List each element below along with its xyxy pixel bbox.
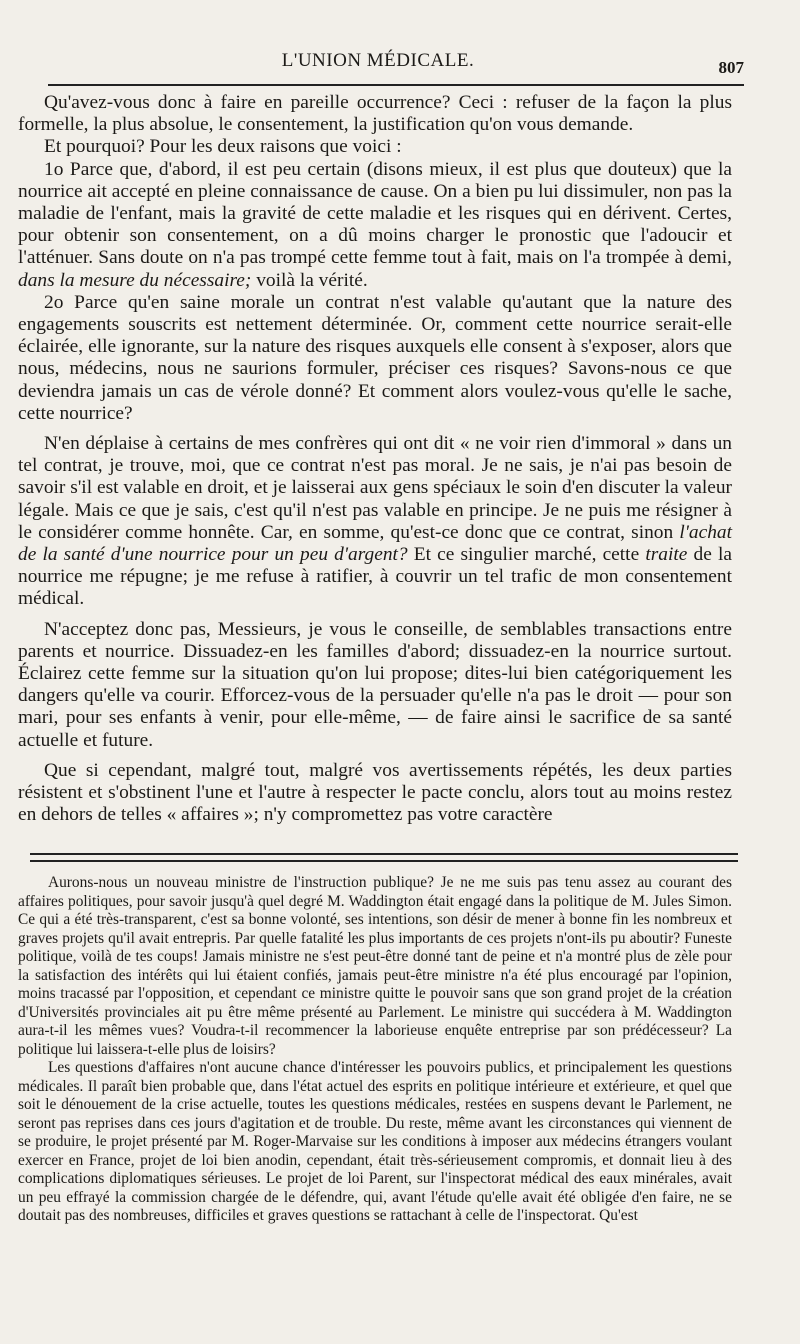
paragraph-text: 1o Parce que, d'abord, il est peu certain (disons mieux, il est plus que douteux) que la nourrice ait accepté en pleine connaissance de cause. On a bien pu lui dissimuler, non pas la maladie de l'enfant, mais la gravité de cette maladie et les risques qui en dérivent. Certes, pour obtenir son consentement, on a dû moins charger le pronostic que l'adoucir et l'atténuer. Sans doute on n'a pas trompé cette femme tout à fait, mais on l'a trompée à demi, — [18, 158, 732, 269]
paragraph-text: N'en déplaise à certains de mes confrères qui ont dit « ne voir rien d'immoral » dans un tel contrat, je trouve, moi, que ce contrat n'est pas moral. Je ne sais, je n'ai pas besoin de savoir s'il est valable en droit, et je laisserai aux gens spéciaux le soin d'en discuter la valeur légale. Mais ce que je sais, c'est qu'il n'est pas valable en principe. Je ne puis me résigner à le considérer comme honnête. Car, en somme, qu'est-ce donc que ce contrat, sinon — [18, 433, 732, 543]
article-paragraph: 2o Parce qu'en saine morale un contrat n'est valable qu'autant que la nature des engagements souscrits est nettement déterminée. Or, comment cette nourrice serait-elle éclairée, elle ignorante, sur la nature des risques auxquels elle consent à s'exposer, alors que nous, médecins, nous ne saurions formuler, préciser ces risques? Savons-nous ce que deviendra jamais un cas de vérole donné? Et comment alors voulez-vous qu'elle le sache, cette nourrice? — [18, 291, 732, 424]
paragraph-text: voilà la vérité. — [256, 269, 368, 291]
article-paragraph: Qu'avez-vous donc à faire en pareille occurrence? Ceci : refuser de la façon la plus formelle, la plus absolue, le consentement, la justification qu'on vous demande. — [18, 92, 732, 136]
italic-phrase: l'achat de la santé d'une nourrice pour un peu d'argent? — [18, 521, 732, 566]
article-paragraph: N'acceptez donc pas, Messieurs, je vous le conseille, de semblables transactions entre parents et nourrice. Dissuadez-en les familles d'abord; dissuadez-en la nourrice surtout. Éclairez cette femme sur la situation qu'on lui propose; dites-lui bien catégoriquement les dangers qu'elle va courir. Efforcez-vous de la persuader qu'elle n'a pas le droit — pour son mari, pour ses enfants à venir, pour elle-même, — de faire ainsi le sacrifice de sa santé actuelle et future. — [18, 618, 732, 751]
article-paragraph — [18, 159, 732, 292]
feuilleton-separator — [30, 853, 738, 862]
paragraph-text: Et ce singulier marché, cette — [413, 544, 640, 566]
feuilleton-column — [18, 874, 732, 1226]
feuilleton-paragraph: Les questions d'affaires n'ont aucune chance d'intéresser les pouvoirs publics, et principalement les questions médicales. Il paraît bien probable que, dans l'état actuel des esprits en politique intérieure et extérieure, et quel que soit le dénouement de la crise actuelle, toutes les questions médicales, restées en suspens devant le Parlement, ne seront pas reprises dans ces jours d'agitation et de trouble. Du reste, même avant les circonstances qui viennent de se produire, le projet présenté par M. Roger-Marvaise sur les conditions à imposer aux médecins étrangers voulant exercer en France, projet de loi bien anodin, cependant, était très-sérieusement compromis, et donnait lieu à des complications diplomatiques sérieuses. Le projet de loi Parent, sur l'inspectorat médical des eaux minérales, avait un peu effrayé la commission chargée de le défendre, qui, avant l'étude qu'elle avait été obligée d'en faire, ne se doutait pas des nombreuses, difficiles et graves questions se rattachant à celle de l'inspectorat. Qu'est — [18, 1059, 732, 1224]
paragraph-text: de la nourrice me répugne; je me refuse à ratifier, à couvrir un tel trafic de mon consentement médical. — [18, 544, 732, 610]
italic-phrase: traite — [645, 544, 688, 566]
page-header — [18, 0, 744, 77]
header-rule — [48, 84, 744, 86]
italic-phrase: dans la mesure du nécessaire; — [18, 269, 252, 291]
article-paragraph: Et pourquoi? Pour les deux raisons que voici : — [44, 136, 402, 158]
article-paragraph: Que si cependant, malgré tout, malgré vos avertissements répétés, les deux parties résistent et s'obstinent l'une et l'autre à respecter le pacte conclu, alors tout au moins restez en dehors de telles « affaires »; n'y compromettez pas votre caractère — [18, 759, 732, 826]
article-paragraph — [18, 433, 732, 611]
feuilleton-paragraph: Aurons-nous un nouveau ministre de l'instruction publique? Je ne me suis pas tenu assez au courant des affaires politiques, pour savoir jusqu'à quel degré M. Waddington était engagé dans la politique de M. Jules Simon. Ce qui a été très-transparent, c'est sa bonne volonté, ses intentions, son désir de mener à bonne fin les nombreux et graves projets qu'il avait entrepris. Par quelle fatalité les plus importants de ces projets n'ont-ils pu aboutir? Funeste politique, voilà de tes coups! Jamais ministre ne s'est peut-être donné tant de peine et n'a montré plus de zèle pour la satisfaction des intérêts qui lui étaient confiés, jamais peut-être ministre n'a été plus encouragé par l'opinion, moins tracassé par l'opposition, et cependant ce ministre quitte le pouvoir sans que son grand projet de la création d'Universités provinciales ait pu être même présenté au Parlement. Le ministre qui succédera à M. Waddington aura-t-il les mêmes vues? Voudra-t-il recommencer la laborieuse enquête entreprise par son prédécesseur? La politique lui laissera-t-elle plus de loisirs? — [18, 874, 732, 1058]
main-article-body — [18, 92, 732, 827]
running-head: L'UNION MÉDICALE. — [281, 50, 475, 71]
page-number: 807 — [718, 58, 744, 77]
